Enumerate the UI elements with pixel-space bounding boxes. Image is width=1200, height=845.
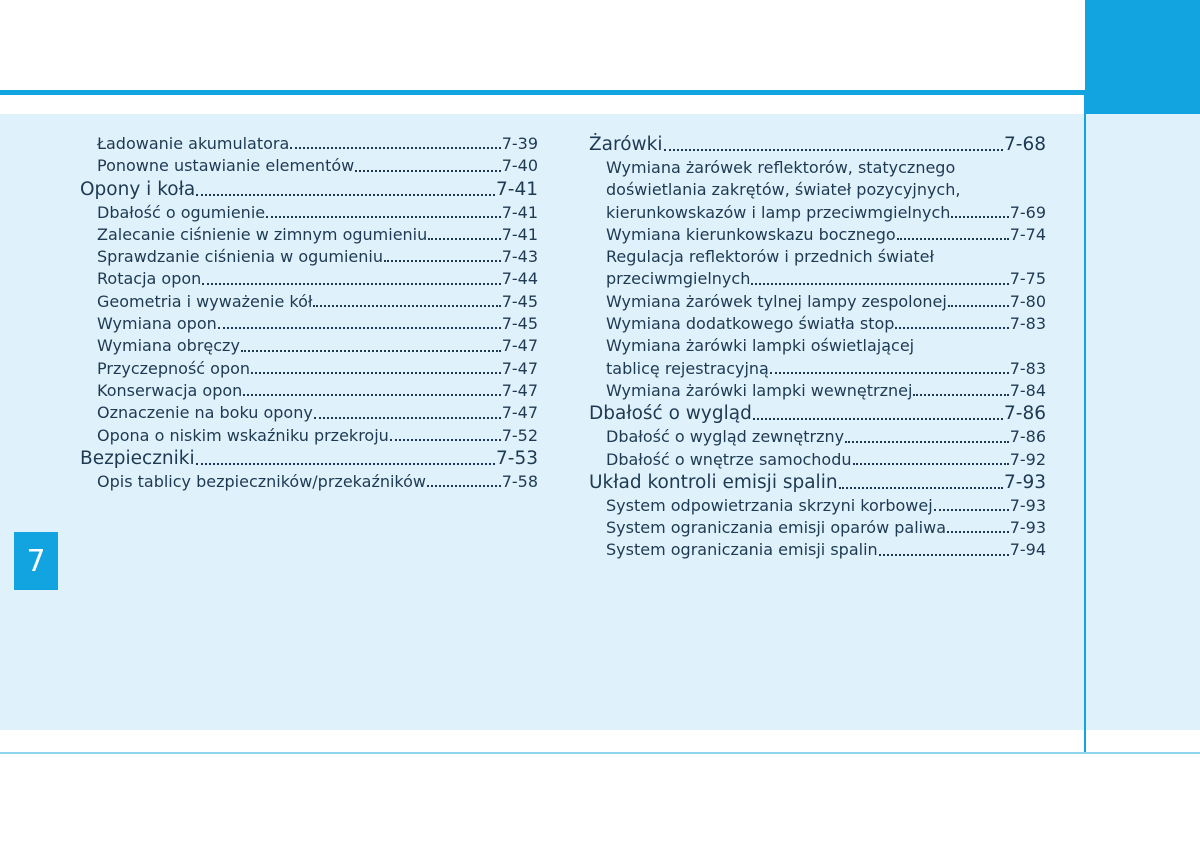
toc-entry-page: 7-39 bbox=[501, 134, 538, 153]
footer-rule bbox=[0, 752, 1200, 754]
vertical-divider bbox=[1084, 95, 1086, 753]
toc-entry-title: Dbałość o wnętrze samochodu bbox=[606, 449, 852, 469]
toc-entry-title: Opony i koła bbox=[80, 178, 196, 200]
dot-leader bbox=[384, 260, 501, 262]
dot-leader bbox=[196, 463, 495, 465]
dot-leader bbox=[853, 463, 1009, 465]
toc-entry-page: 7-83 bbox=[1009, 314, 1046, 334]
toc-entry[interactable] bbox=[80, 224, 538, 246]
toc-entry[interactable] bbox=[80, 133, 538, 155]
dot-leader bbox=[845, 441, 1009, 443]
dot-leader bbox=[895, 327, 1008, 329]
toc-entry-line[interactable]: Wymiana żarówki lampki oświetlającej bbox=[606, 336, 915, 356]
toc-entry-page: 7-40 bbox=[501, 156, 538, 176]
toc-entry[interactable] bbox=[80, 291, 538, 313]
toc-entry-title: Opis tablicy bezpieczników/przekaźników bbox=[97, 471, 426, 491]
dot-leader bbox=[196, 194, 495, 196]
toc-entry-title: Układ kontroli emisji spalin bbox=[589, 471, 838, 493]
margin-panel bbox=[1086, 114, 1200, 730]
toc-entry-page: 7-93 bbox=[1009, 495, 1046, 515]
dot-leader bbox=[879, 554, 1009, 556]
toc-entry-page: 7-41 bbox=[501, 202, 538, 222]
toc-left-column bbox=[80, 133, 538, 493]
toc-entry-swiatlo-stop[interactable] bbox=[589, 313, 1046, 335]
dot-leader bbox=[428, 238, 500, 240]
toc-entry-page: 7-75 bbox=[1009, 269, 1046, 289]
toc-section-heading[interactable] bbox=[80, 178, 538, 202]
toc-entry-title: kierunkowskazów i lamp przeciwmgielnych bbox=[606, 202, 951, 222]
dot-leader bbox=[202, 283, 500, 285]
toc-entry-page: 7-80 bbox=[1009, 291, 1046, 311]
toc-right-column bbox=[589, 133, 1046, 562]
toc-entry-page: 7-44 bbox=[501, 269, 538, 289]
toc-entry-page: 7-53 bbox=[496, 447, 538, 469]
toc-entry-lampka-wewnetrzna[interactable] bbox=[589, 380, 1046, 402]
dot-leader bbox=[313, 305, 500, 307]
header-accent-bar bbox=[0, 90, 1085, 95]
toc-entry-title: Ponowne ustawianie elementów bbox=[97, 156, 355, 176]
toc-entry-title: Żarówki bbox=[589, 134, 663, 155]
toc-entry-page: 7-86 bbox=[1004, 403, 1046, 425]
dot-leader bbox=[241, 350, 501, 352]
toc-entry-title: Opona o niskim wskaźniku przekroju bbox=[97, 425, 389, 445]
toc-entry-page: 7-84 bbox=[1009, 380, 1046, 400]
toc-entry-wnetrze[interactable] bbox=[589, 449, 1046, 471]
toc-entry-page: 7-47 bbox=[501, 358, 538, 378]
toc-entry-tablica[interactable] bbox=[589, 358, 1046, 380]
dot-leader bbox=[913, 394, 1008, 396]
toc-entry-page: 7-41 bbox=[501, 224, 538, 244]
dot-leader bbox=[251, 372, 501, 374]
toc-entry-title: Dbałość o wygląd zewnętrzny bbox=[606, 427, 845, 447]
toc-entry-title: System odpowietrzania skrzyni korbowej bbox=[606, 495, 933, 515]
toc-entry[interactable] bbox=[80, 402, 538, 424]
toc-entry-emisja[interactable] bbox=[589, 471, 1046, 495]
toc-entry-kierunkowskaz-boczny[interactable] bbox=[589, 224, 1046, 246]
toc-entry-title: Wymiana kierunkowskazu bocznego bbox=[606, 224, 896, 244]
dot-leader bbox=[290, 147, 500, 149]
toc-entry-title: Bezpieczniki bbox=[80, 447, 195, 469]
toc-entry-page: 7-94 bbox=[1009, 540, 1046, 560]
toc-entry-spaliny[interactable] bbox=[589, 539, 1046, 561]
dot-leader bbox=[951, 216, 1008, 218]
dot-leader bbox=[243, 394, 500, 396]
dot-leader bbox=[897, 238, 1009, 240]
toc-entry-page: 7-52 bbox=[501, 425, 538, 445]
dot-leader bbox=[770, 372, 1009, 374]
toc-entry-line[interactable]: doświetlania zakrętów, świateł pozycyjnych, bbox=[606, 180, 961, 200]
toc-entry-page: 7-93 bbox=[1009, 518, 1046, 538]
dot-leader bbox=[355, 170, 500, 172]
toc-entry-odpowietrzanie[interactable] bbox=[589, 495, 1046, 517]
toc-entry-title: Wymiana obręczy bbox=[97, 336, 240, 356]
dot-leader bbox=[839, 487, 1003, 489]
toc-entry[interactable] bbox=[80, 202, 538, 224]
toc-entry[interactable] bbox=[80, 471, 538, 493]
dot-leader bbox=[427, 485, 501, 487]
toc-entry-title: Wymiana żarówki lampki wewnętrznej bbox=[606, 380, 913, 400]
chapter-tab[interactable]: 7 bbox=[14, 532, 58, 590]
toc-entry-title: tablicę rejestracyjną bbox=[606, 358, 769, 378]
toc-entry-title: Dbałość o wygląd bbox=[589, 403, 752, 425]
toc-entry-page: 7-43 bbox=[501, 247, 538, 267]
toc-entry-page: 7-58 bbox=[501, 471, 538, 491]
dot-leader bbox=[314, 417, 501, 419]
toc-entry-opary[interactable] bbox=[589, 517, 1046, 539]
toc-entry-reflektory[interactable] bbox=[589, 202, 1046, 224]
toc-entry-title: Wymiana dodatkowego światła stop bbox=[606, 314, 895, 334]
dot-leader bbox=[266, 216, 501, 218]
dot-leader bbox=[390, 439, 501, 441]
toc-entry-line[interactable]: Wymiana żarówek reflektorów, statycznego bbox=[606, 158, 956, 177]
toc-entry-title: Konserwacja opon bbox=[97, 380, 243, 400]
toc-entry[interactable] bbox=[80, 246, 538, 268]
toc-entry-title: Ładowanie akumulatora bbox=[97, 134, 290, 153]
dot-leader bbox=[934, 509, 1009, 511]
toc-entry[interactable] bbox=[80, 358, 538, 380]
dot-leader bbox=[753, 418, 1003, 420]
toc-entry-page: 7-68 bbox=[1004, 134, 1046, 155]
toc-entry-title: Dbałość o ogumienie bbox=[97, 202, 266, 222]
toc-entry-title: Sprawdzanie ciśnienia w ogumieniu bbox=[97, 247, 383, 267]
toc-entry-page: 7-45 bbox=[501, 291, 538, 311]
toc-entry-page: 7-47 bbox=[501, 380, 538, 400]
toc-entry-title: Wymiana żarówek tylnej lampy zespolonej bbox=[606, 291, 947, 311]
toc-entry-wyglad[interactable] bbox=[589, 402, 1046, 426]
toc-entry-page: 7-41 bbox=[496, 178, 538, 200]
toc-entry-wyglad-zewnetrzny[interactable] bbox=[589, 426, 1046, 448]
toc-entry-page: 7-86 bbox=[1009, 427, 1046, 447]
toc-entry-title: Zalecanie ciśnienie w zimnym ogumieniu bbox=[97, 224, 428, 244]
toc-entry[interactable] bbox=[80, 335, 538, 357]
toc-entry-page: 7-92 bbox=[1009, 449, 1046, 469]
toc-entry-title: System ograniczania emisji oparów paliwa bbox=[606, 518, 947, 538]
toc-entry-zarowki[interactable] bbox=[589, 133, 1046, 157]
toc-entry-page: 7-47 bbox=[501, 403, 538, 423]
toc-entry-page: 7-83 bbox=[1009, 358, 1046, 378]
toc-entry-title: przeciwmgielnych bbox=[606, 269, 751, 289]
toc-entry-page: 7-74 bbox=[1009, 224, 1046, 244]
toc-entry-line[interactable]: Regulacja reflektorów i przednich świateł bbox=[606, 247, 935, 267]
toc-section-heading[interactable] bbox=[80, 447, 538, 471]
toc-entry[interactable] bbox=[80, 313, 538, 335]
toc-entry[interactable] bbox=[80, 425, 538, 447]
dot-leader bbox=[947, 531, 1009, 533]
toc-entry-regulacja[interactable] bbox=[589, 268, 1046, 290]
toc-entry-page: 7-45 bbox=[501, 314, 538, 334]
dot-leader bbox=[664, 149, 1003, 151]
toc-entry-title: Rotacja opon bbox=[97, 269, 202, 289]
toc-entry-page: 7-47 bbox=[501, 336, 538, 356]
corner-accent-block bbox=[1085, 0, 1200, 114]
toc-entry[interactable] bbox=[80, 268, 538, 290]
toc-entry-tylna-lampa[interactable] bbox=[589, 291, 1046, 313]
toc-entry[interactable] bbox=[80, 380, 538, 402]
toc-entry[interactable] bbox=[80, 155, 538, 177]
toc-entry-page: 7-69 bbox=[1009, 202, 1046, 222]
toc-entry-page: 7-93 bbox=[1004, 471, 1046, 493]
dot-leader bbox=[751, 283, 1008, 285]
toc-entry-title: Wymiana opon bbox=[97, 314, 217, 334]
toc-entry-title: Przyczepność opon bbox=[97, 358, 251, 378]
dot-leader bbox=[218, 327, 501, 329]
dot-leader bbox=[948, 305, 1009, 307]
toc-entry-title: Geometria i wyważenie kół bbox=[97, 291, 313, 311]
toc-entry-title: System ograniczania emisji spalin bbox=[606, 540, 878, 560]
toc-entry-title: Oznaczenie na boku opony bbox=[97, 403, 313, 423]
